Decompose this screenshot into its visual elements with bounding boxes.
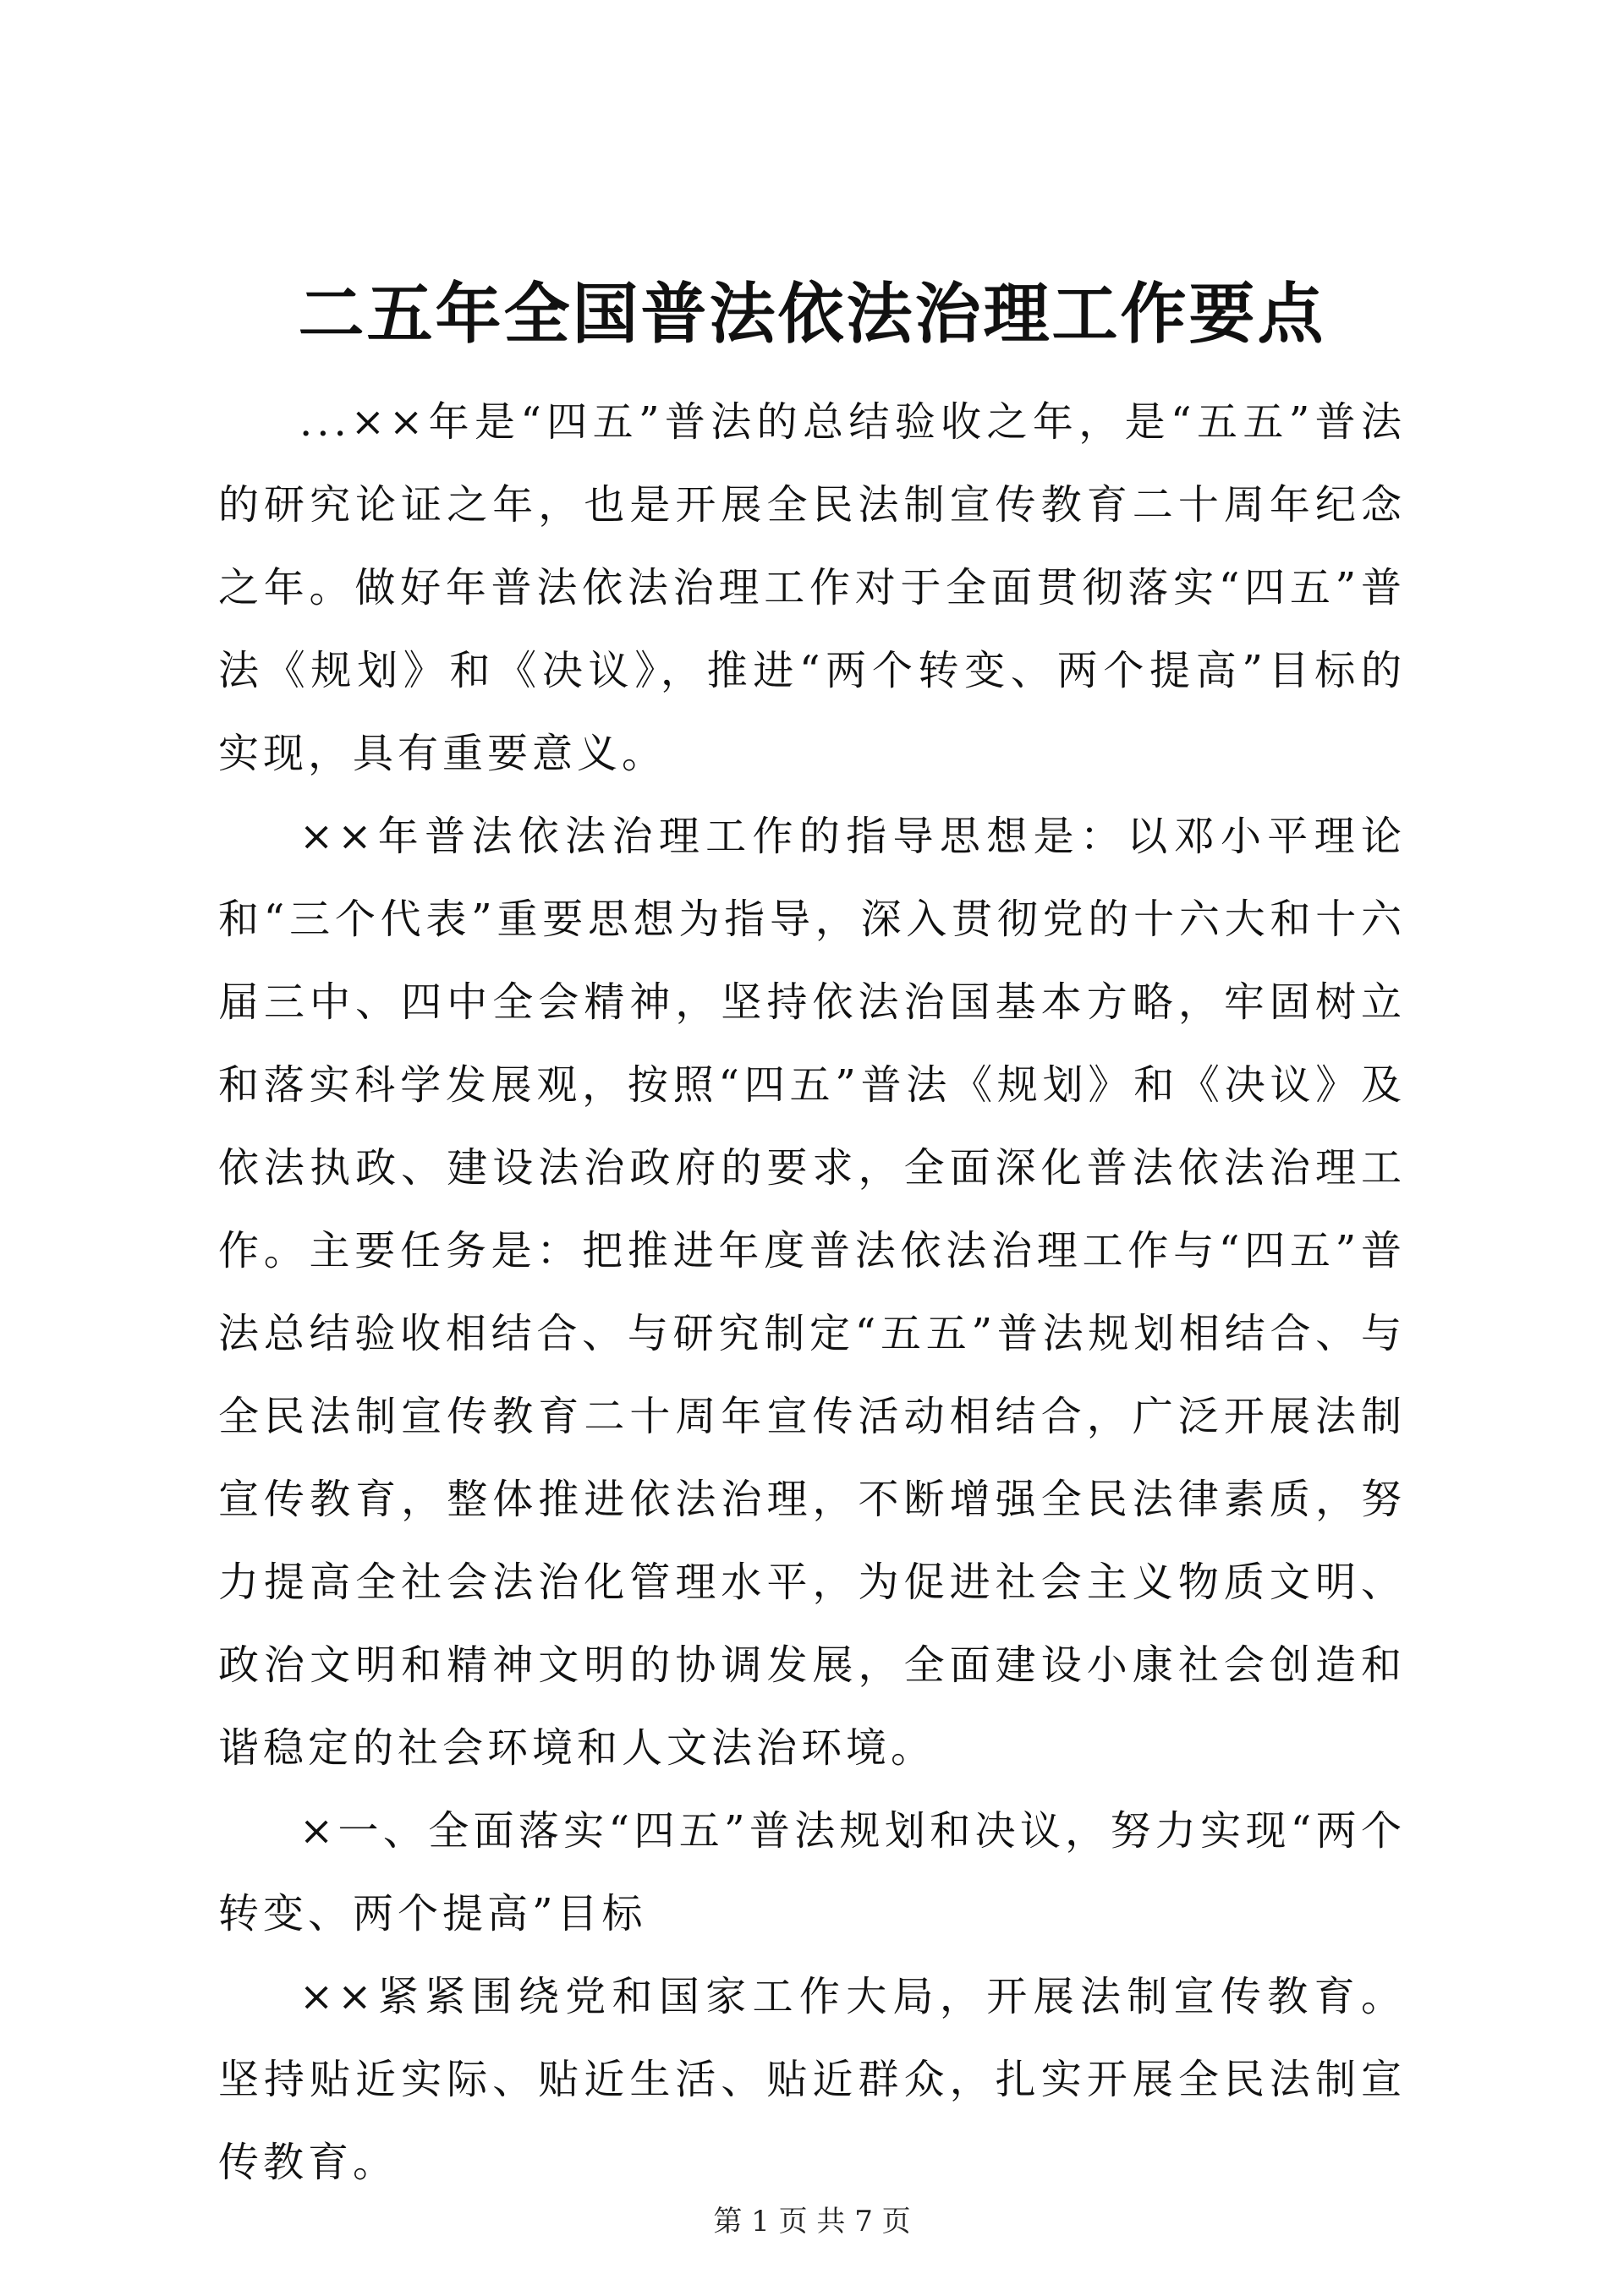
page-footer: 第 1 页 共 7 页 (713, 2205, 911, 2238)
paragraph-guiding-thought: ××年普法依法治理工作的指导思想是：以邓小平理论和“三个代表”重要思想为指导，深入贯彻党的十六大和十六届三中、四中全会精神，坚持依法治国基本方略，牢固树立和落实科学发展观，按照“四五”普法《规划》和《决议》及依法执政、建设法治政府的要求，全面深化普法依法治理工作。主要任务是：把推进年度普法依法治理工作与“四五”普法总结验收相结合、与研究制定“五五”普法规划相结合、与全民法制宣传教育二十周年宣传活动相结合，广泛开展法制宣传教育，整体推进依法治理，不断增强全民法律素质，努力提高全社会法治化管理水平，为促进社会主义物质文明、政治文明和精神文明的协调发展，全面建设小康社会创造和谐稳定的社会环境和人文法治环境。 (218, 813, 1406, 1772)
document-body (218, 381, 1406, 2204)
paragraph-intro: ...××年是“四五”普法的总结验收之年，是“五五”普法的研究论证之年，也是开展全民法制宣传教育二十周年纪念之年。做好年普法依法治理工作对于全面贯彻落实“四五”普法《规划》和《决议》，推进“两个转变、两个提高”目标的实现，具有重要意义。 (218, 398, 1406, 777)
document-title: 二五年全国普法依法治理工作要点 (298, 276, 1326, 353)
section-heading-one: ×一、全面落实“四五”普法规划和决议，努力实现“两个转变、两个提高”目标 (218, 1807, 1406, 1937)
paragraph-section-one-item: ××紧紧围绕党和国家工作大局，开展法制宣传教育。坚持贴近实际、贴近生活、贴近群众，扎实开展全民法制宣传教育。 (218, 1973, 1406, 2186)
